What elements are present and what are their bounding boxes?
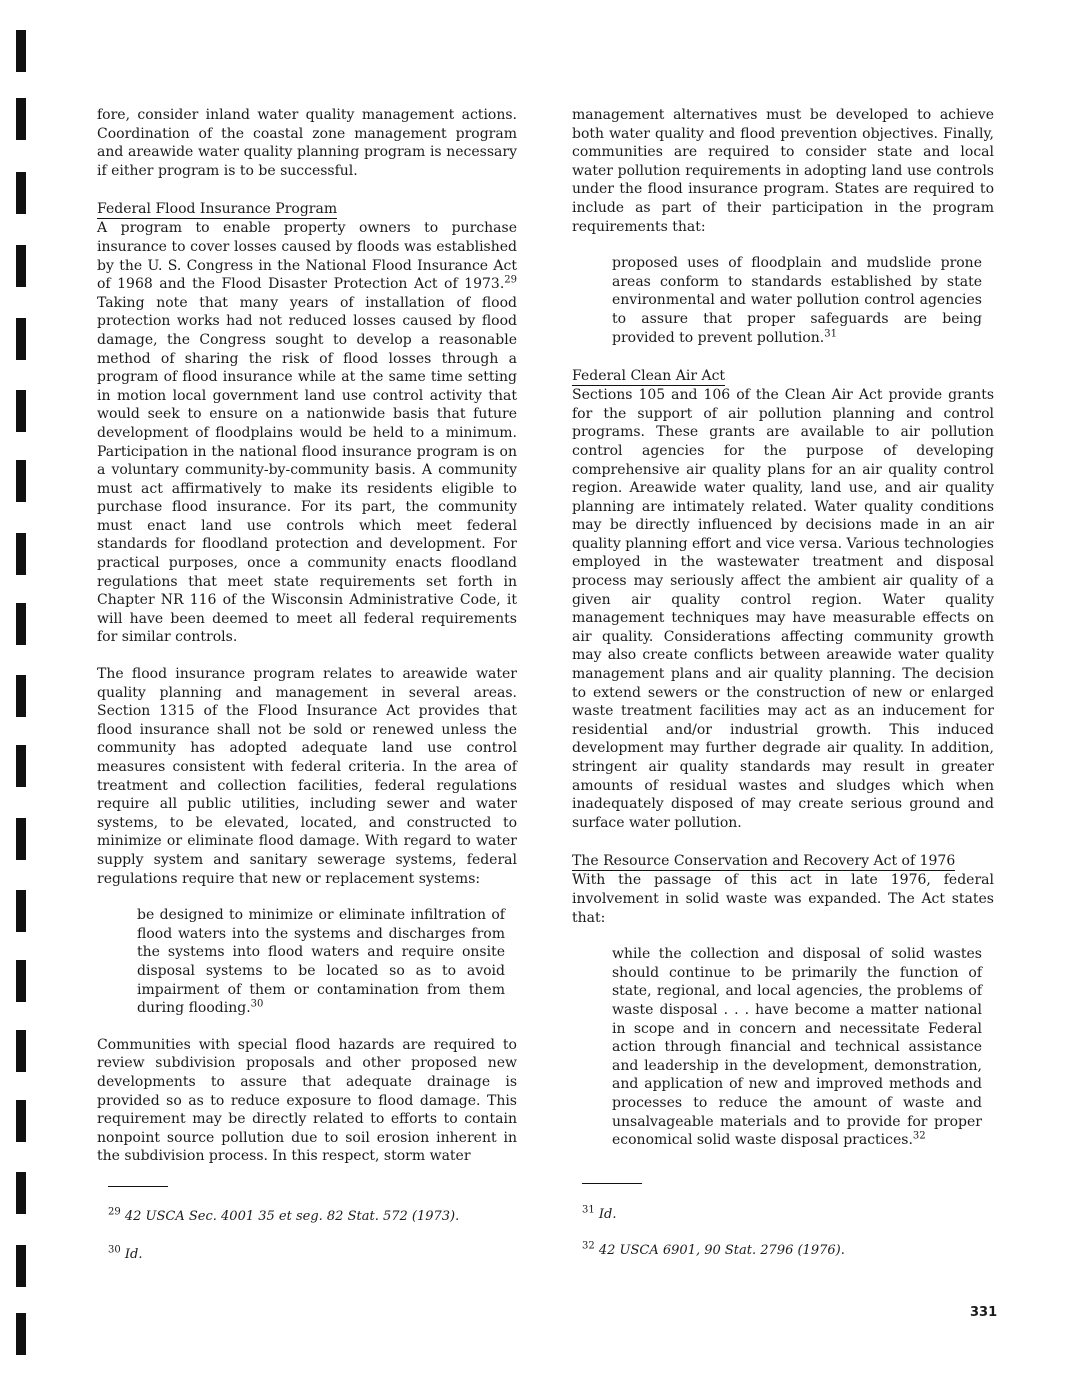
binding-mark: [16, 675, 26, 717]
block-quote: [137, 906, 505, 1018]
footnote: [582, 1242, 845, 1260]
binding-mark: [16, 30, 26, 72]
section-heading: Federal Flood Insurance Program: [97, 201, 338, 218]
binding-mark: [16, 245, 26, 287]
binding-mark: [16, 98, 26, 140]
paragraph: management alternatives must be developed to achieve both water quality and flood prevention objectives. Finally, communities are required to consider state and local water pollution requirements in adopting land use controls under the flood insurance program. States are required to include as part of their participation in the program requirements that:: [572, 107, 994, 235]
footnote-text: 42 USCA 6901, 90 Stat. 2796 (1976).: [598, 1243, 845, 1258]
binding-mark: [16, 1030, 26, 1072]
binding-mark: [16, 890, 26, 932]
quote-text: while the collection and disposal of solid wastes should continue to be primarily the function of state, regional, and local agencies, the problems of waste disposal . . . have become a matter national in scope and in concern and necessitate Federal action through financial and technical assistance and leadership in the development, demonstration, and application of new and improved methods and processes to reduce the amount of waste and unsalvageable materials and to provide for proper economical solid waste disposal practices.: [612, 946, 982, 1149]
footnote-rule: [108, 1186, 168, 1187]
binding-mark: [16, 460, 26, 502]
quote-text: be designed to minimize or eliminate infiltration of flood waters into the systems and discharges from the systems into flood waters and require onsite disposal systems to be located so as to avoid impairment of them or contamination from them during flooding.: [137, 907, 505, 1017]
binding-mark: [16, 960, 26, 1002]
binding-mark: [16, 1172, 26, 1214]
paragraph: Sections 105 and 106 of the Clean Air Act provide grants for the support of air pollution planning and control programs. These grants are available to air pollution control agencies for the purpose of developing comprehensive air quality plans for an air quality control region. Areawide water quality, land use, and air quality planning are intimately related. Water quality conditions may be directly influenced by decisions made in an air quality planning effort and vice versa. Various technologies employed in the wastewater treatment and disposal process may seriously affect the ambient air quality of a given air quality control region. Water quality management techniques may have measurable effects on air quality. Considerations affecting community growth may also create conflicts between areawide water quality management plans and air quality planning. The decision to extend sewers or the construction of new or enlarged waste treatment facilities may act as an inducement for residential and/or industrial growth. This induced development may further degrade air quality. In addition, stringent air quality standards may result in greater amounts of residual wastes and sludges which when inadequately disposed of may create serious ground and surface water pollution.: [572, 387, 994, 831]
paragraph: fore, consider inland water quality management actions. Coordination of the coastal zone management program and areawide water quality planning program is necessary if either program is to be successful.: [97, 107, 517, 179]
footnote-text: Id.: [598, 1207, 617, 1222]
binding-mark: [16, 603, 26, 645]
page-number: 331: [970, 1305, 998, 1320]
binding-mark: [16, 1245, 26, 1287]
paragraph: With the passage of this act in late 1976, federal involvement in solid waste was expanded. The Act states that:: [572, 872, 994, 926]
footnote-number: 31: [582, 1204, 595, 1216]
binding-mark: [16, 745, 26, 787]
binding-mark: [16, 318, 26, 360]
binding-mark: [16, 533, 26, 575]
paragraph: The flood insurance program relates to areawide water quality planning and management in several areas. Section 1315 of the Flood Insurance Act provides that flood insurance shall not be sold or renewed unless the community has adopted adequate land use control measures consistent with federal criteria. In the area of treatment and collection facilities, federal regulations require all public utilities, including sewer and water systems, to be elevated, located, and constructed to minimize or eliminate flood damage. With regard to water supply system and sanitary sewerage systems, federal regulations require that new or replacement systems:: [97, 666, 517, 887]
binding-mark: [16, 1100, 26, 1142]
binding-marks: [16, 0, 30, 1380]
footnote: [108, 1208, 459, 1226]
right-column: [572, 106, 994, 1150]
section-heading: The Resource Conservation and Recovery Act of 1976: [572, 853, 956, 870]
block-quote: [612, 945, 982, 1150]
block-quote: [612, 254, 982, 347]
left-column: [97, 106, 517, 1166]
section-heading: Federal Clean Air Act: [572, 368, 726, 385]
footnote-number: 30: [108, 1244, 121, 1256]
footnote-number: 32: [582, 1240, 595, 1252]
binding-mark: [16, 818, 26, 860]
footnote-number: 29: [108, 1206, 121, 1218]
quote-text: proposed uses of floodplain and mudslide prone areas conform to standards established by state environmental and water pollution control agencies to assure that proper safeguards are being provided to prevent pollution.: [612, 255, 982, 346]
footnote-text: Id.: [124, 1247, 143, 1262]
paragraph-text: Taking note that many years of installation of flood protection works had not reduced losses caused by flood damage, the Congress sought to develop a reasonable method of sharing the risk of flood losses through a program of flood insurance while at the same time setting in motion local government land use control activity that would seek to ensure on a nationwide basis that future development of floodplains would be held to a minimum. Participation in the national flood insurance program is on a voluntary community-by-community basis. A community must act affirmatively to make its residents eligible to purchase flood insurance. For its part, the community must enact land use controls which meet federal standards for floodland protection and development. For practical purposes, once a community enacts floodland regulations that meet state requirements set forth in Chapter NR 116 of the Wisconsin Administrative Code, it will have been deemed to meet all federal requirements for similar controls.: [97, 294, 517, 646]
footnote: [108, 1246, 142, 1264]
footnote-ref: 29: [504, 274, 517, 286]
footnote: [582, 1206, 616, 1224]
paragraph-text: A program to enable property owners to purchase insurance to cover losses caused by floods was established by the U. S. Congress in the National Flood Insurance Act of 1968 and the Flood Disaster Protection Act of 1973.: [97, 220, 517, 293]
footnote-text: 42 USCA Sec. 4001 35 et seg. 82 Stat. 572 (1973).: [124, 1209, 460, 1224]
footnote-ref: 32: [912, 1130, 926, 1142]
binding-mark: [16, 1313, 26, 1355]
footnote-ref: 30: [250, 998, 264, 1010]
binding-mark: [16, 390, 26, 432]
footnote-rule: [582, 1183, 642, 1184]
paragraph: [97, 219, 517, 647]
paragraph: Communities with special flood hazards are required to review subdivision proposals and other proposed new developments to assure that adequate drainage is provided so as to reduce exposure to flood damage. This requirement may be directly related to efforts to contain nonpoint source pollution due to soil erosion inherent in the subdivision process. In this respect, storm water: [97, 1036, 517, 1165]
footnote-ref: 31: [824, 327, 837, 339]
binding-mark: [16, 172, 26, 214]
